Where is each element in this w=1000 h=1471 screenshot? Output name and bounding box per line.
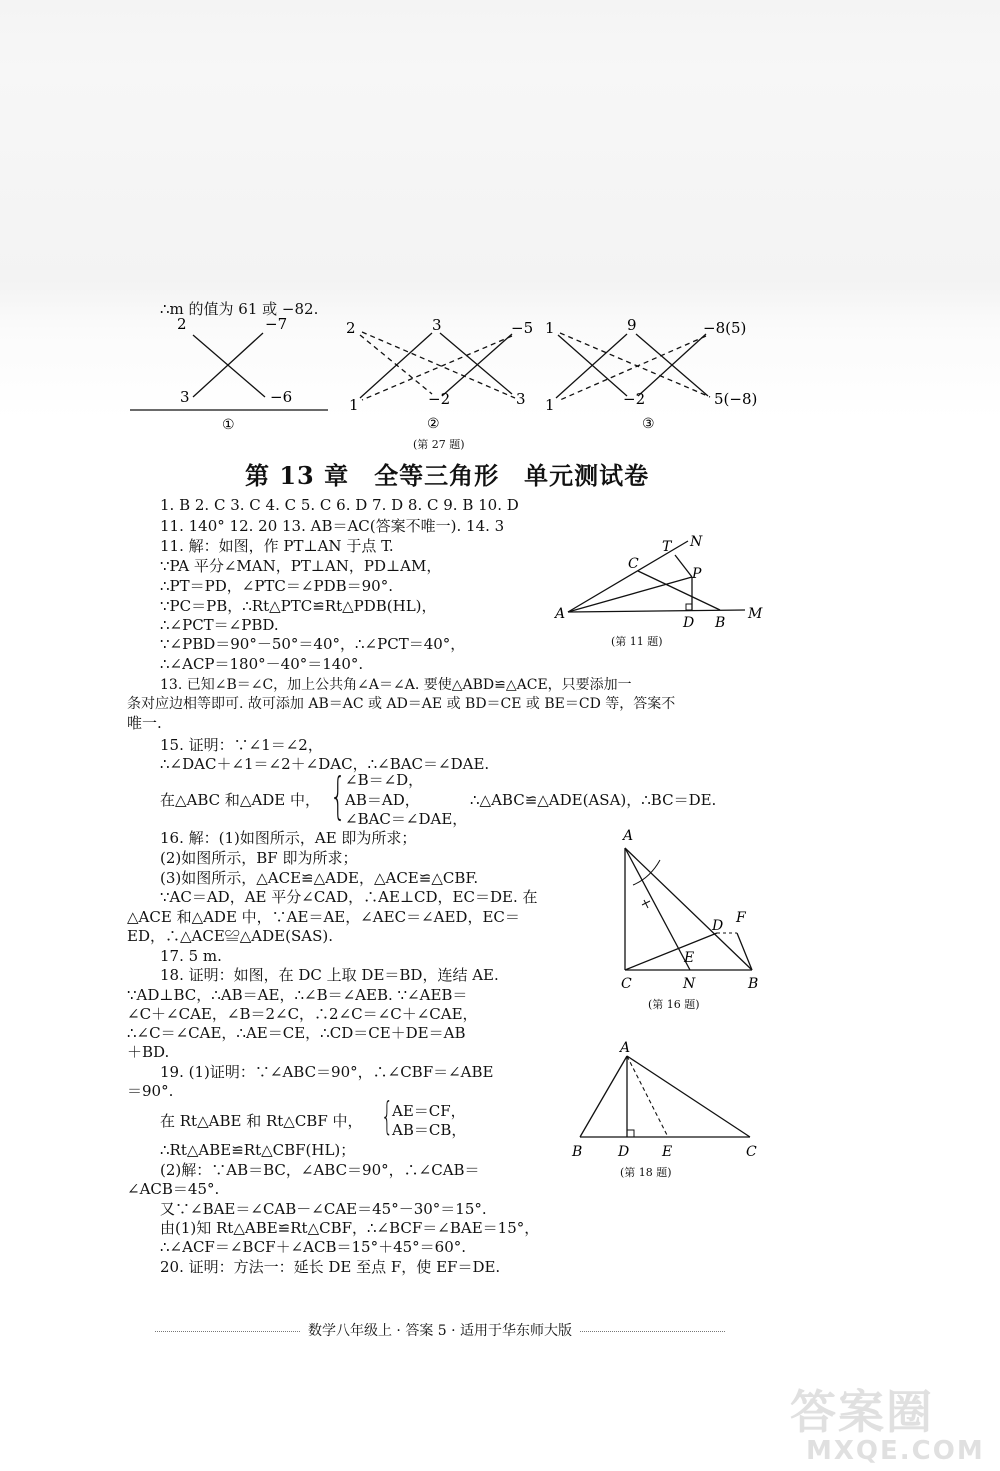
q18-line-2: ∵AD⊥BC，∴AB＝AE，∴∠B＝∠AEB. ∵∠AEB＝ xyxy=(127,986,468,1004)
watermark-url: MXQE.COM xyxy=(806,1436,985,1466)
q15-conclusion: ∴△ABC≌△ADE(ASA)，∴BC＝DE. xyxy=(470,791,717,809)
f18-B: B xyxy=(572,1144,583,1160)
fig11-caption: (第 11 题) xyxy=(611,635,663,648)
q11-line-7: ∴∠ACP＝180°－40°＝140°. xyxy=(160,655,364,673)
d3-bm: −2 xyxy=(623,390,646,408)
f16-C: C xyxy=(621,976,632,992)
q15-cond-1: ∠B＝∠D， xyxy=(345,771,424,789)
q11-line-2: ∵PA 平分∠MAN，PT⊥AN，PD⊥AM， xyxy=(160,557,442,575)
answer-line-fill: 11. 140° 12. 20 13. AB＝AC(答案不唯一). 14. 3 xyxy=(160,517,505,535)
q19-line-5: ∠ACB＝45°. xyxy=(127,1180,220,1198)
q16-line-3: (3)如图所示，△ACE≌△ADE，△ACE≌△CBF. xyxy=(160,869,479,887)
f16-D: D xyxy=(712,918,724,934)
cross-diagram-3 xyxy=(545,316,757,432)
f18-C: C xyxy=(746,1144,757,1160)
figure-18 xyxy=(571,1040,757,1160)
d1-tl: 2 xyxy=(177,315,187,333)
d3-label: ③ xyxy=(642,416,655,432)
q19-cond-2: AB＝CB， xyxy=(392,1121,467,1139)
f16-E: E xyxy=(684,950,695,966)
d2-tr: −5 xyxy=(511,319,534,337)
q15-line-1: 15. 证明：∵∠1＝∠2， xyxy=(160,736,323,754)
q19-in-line: 在 Rt△ABE 和 Rt△CBF 中， xyxy=(160,1112,363,1130)
q18-line-1: 18. 证明：如图，在 DC 上取 DE＝BD，连结 AE. xyxy=(160,966,499,984)
q13-line-2: 条对应边相等即可. 故可添加 AB＝AC 或 AD＝AE 或 BD＝CE 或 BE＝CD 等，答案不 xyxy=(127,696,676,712)
q11-line-5: ∴∠PCT＝∠PBD. xyxy=(160,616,279,634)
f11-T: T xyxy=(662,539,672,555)
q15-cond-3: ∠BAC＝∠DAE， xyxy=(345,810,468,828)
d3-tm: 9 xyxy=(627,316,637,334)
d3-bl: 1 xyxy=(545,396,555,414)
footer-text: 数学八年级上 · 答案 5 · 适用于华东师大版 xyxy=(307,1323,573,1339)
f16-F: F xyxy=(736,910,746,926)
d3-br: 5(−8) xyxy=(714,390,758,408)
watermark xyxy=(790,1376,985,1466)
d1-tr: −7 xyxy=(265,315,288,333)
f16-A: A xyxy=(623,828,634,844)
q17-line: 17. 5 m. xyxy=(160,947,222,965)
f11-A: A xyxy=(555,606,566,622)
footer-dots-left xyxy=(155,1331,300,1332)
q15-in-line: 在△ABC 和△ADE 中， xyxy=(160,791,321,809)
f18-E: E xyxy=(662,1144,673,1160)
q20-line-1: 20. 证明：方法一：延长 DE 至点 F，使 EF＝DE. xyxy=(160,1258,501,1276)
q18-line-3: ∠C＋∠CAE，∠B＝2∠C，∴2∠C＝∠C＋∠CAE， xyxy=(127,1005,478,1023)
f11-B: B xyxy=(715,615,726,631)
q16-line-1: 16. 解：(1)如图所示，AE 即为所求； xyxy=(160,829,417,847)
m-value-line: ∴m 的值为 61 或 −82. xyxy=(160,300,319,318)
q19-line-3: ∴Rt△ABE≌Rt△CBF(HL)； xyxy=(160,1141,356,1159)
q19-line-4: (2)解：∵AB＝BC，∠ABC＝90°，∴∠CAB＝ xyxy=(160,1161,480,1179)
d2-tl: 2 xyxy=(346,319,356,337)
q16-line-6: ED，∴△ACE≌△ADE(SAS). xyxy=(127,927,333,945)
q13-line-1: 13. 已知∠B＝∠C，加上公共角∠A＝∠A. 要使△ABD≌△ACE，只要添加一 xyxy=(160,677,632,693)
q19-brace: { xyxy=(381,1094,394,1138)
f18-A: A xyxy=(620,1040,631,1056)
d3-tl: 1 xyxy=(545,319,555,337)
q19-cond-1: AE＝CF， xyxy=(392,1102,466,1120)
f11-N: N xyxy=(690,534,703,550)
q15-line-2: ∴∠DAC＋∠1＝∠2＋∠DAC，∴∠BAC＝∠DAE. xyxy=(160,755,490,773)
d2-tm: 3 xyxy=(432,316,442,334)
footer-dots-right xyxy=(580,1331,725,1332)
d3-tr: −8(5) xyxy=(703,319,747,337)
d2-br: 3 xyxy=(516,390,526,408)
f11-D: D xyxy=(683,615,695,631)
q11-line-6: ∵∠PBD＝90°－50°＝40°，∴∠PCT＝40°， xyxy=(160,635,466,653)
f11-M: M xyxy=(748,606,763,622)
d2-label: ② xyxy=(427,416,440,432)
d2-bm: −2 xyxy=(428,390,451,408)
d2-bl: 1 xyxy=(349,396,359,414)
d1-bl: 3 xyxy=(180,388,190,406)
answer-line-choice: 1. B 2. C 3. C 4. C 5. C 6. D 7. D 8. C 9. B 10. D xyxy=(160,496,519,514)
q19-line-1: 19. (1)证明：∵∠ABC＝90°，∴∠CBF＝∠ABE xyxy=(160,1063,494,1081)
f18-D: D xyxy=(618,1144,630,1160)
q16-line-2: (2)如图所示，BF 即为所求； xyxy=(160,849,358,867)
q11-line-1: 11. 解：如图，作 PT⊥AN 于点 T. xyxy=(160,537,394,555)
f11-C: C xyxy=(628,556,639,572)
q11-line-4: ∵PC＝PB，∴Rt△PTC≌Rt△PDB(HL)， xyxy=(160,597,437,615)
q15-cond-2: AB＝AD， xyxy=(345,791,420,809)
d1-br: −6 xyxy=(270,388,293,406)
q18-line-4: ∴∠C＝∠CAE，∴AE＝CE，∴CD＝CE＋DE＝AB xyxy=(127,1024,466,1042)
q13-line-3: 唯一. xyxy=(127,714,162,732)
figure-16 xyxy=(621,828,758,992)
watermark-logo-text: 答案圈 xyxy=(790,1385,934,1439)
q15-brace: { xyxy=(329,767,346,825)
f16-N: N xyxy=(683,976,696,992)
fig27-caption: (第 27 题) xyxy=(413,438,465,451)
q19-line-6: 又∵∠BAE＝∠CAB－∠CAE＝45°－30°＝15°. xyxy=(160,1200,487,1218)
f11-P: P xyxy=(692,566,702,582)
cross-diagram-1 xyxy=(130,315,328,433)
q19-line-8: ∴∠ACF＝∠BCF＋∠ACB＝15°＋45°＝60°. xyxy=(160,1238,467,1256)
fig16-caption: (第 16 题) xyxy=(648,998,700,1011)
page-title: 第 13 章 全等三角形 单元测试卷 xyxy=(245,461,650,490)
q19-line-2: ＝90°. xyxy=(127,1082,174,1100)
q11-line-3: ∴PT＝PD，∠PTC＝∠PDB＝90°. xyxy=(160,577,393,595)
f16-B: B xyxy=(748,976,759,992)
fig18-caption: (第 18 题) xyxy=(620,1166,672,1179)
q18-line-5: ＋BD. xyxy=(127,1043,170,1061)
d1-label: ① xyxy=(222,417,235,433)
cross-diagram-2 xyxy=(346,316,533,432)
q16-line-4: ∵AC＝AD，AE 平分∠CAD，∴AE⊥CD，EC＝DE. 在 xyxy=(160,888,538,906)
q16-line-5: △ACE 和△ADE 中，∵AE＝AE，∠AEC＝∠AED，EC＝ xyxy=(127,908,520,926)
q19-line-7: 由(1)知 Rt△ABE≌Rt△CBF，∴∠BCF＝∠BAE＝15°， xyxy=(160,1219,540,1237)
figure-11 xyxy=(553,534,763,631)
footer xyxy=(120,1320,760,1340)
